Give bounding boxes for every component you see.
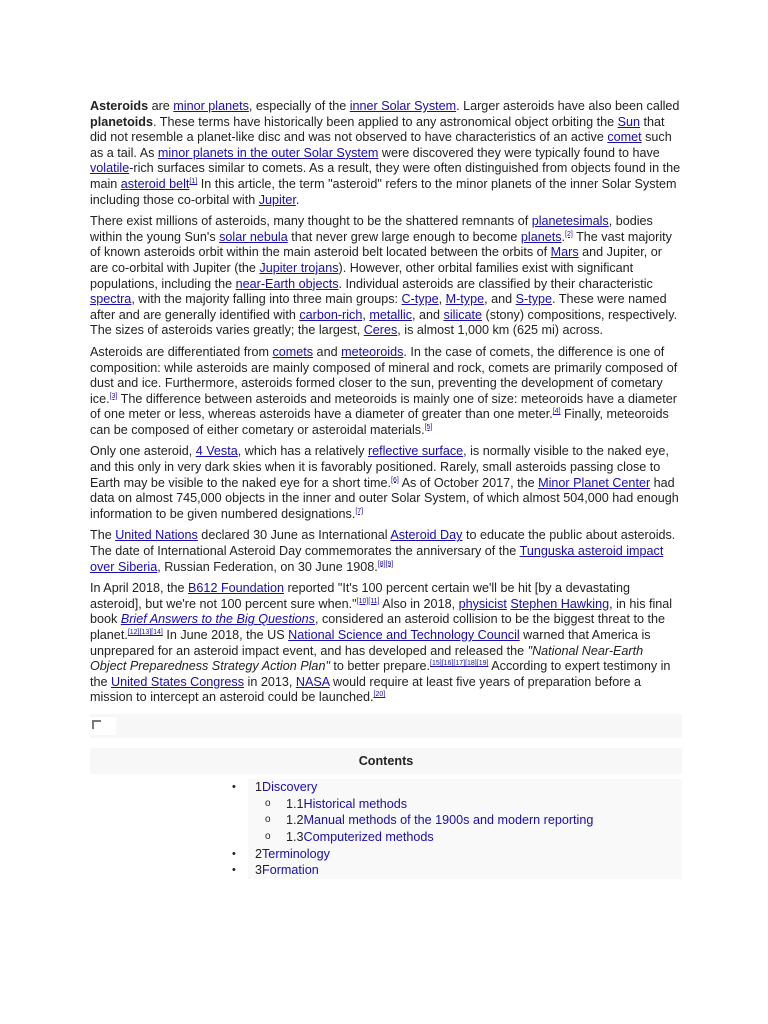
- text: and: [313, 344, 342, 359]
- paragraph-threat: [90, 581, 682, 706]
- citation-7[interactable]: [7]: [355, 507, 364, 515]
- link-tunguska[interactable]: Tunguska asteroid impact over Siberia: [90, 544, 664, 574]
- toc-item-number: 1.1: [286, 796, 304, 811]
- link-minor-planets[interactable]: minor planets: [173, 99, 249, 113]
- text: to better prepare.: [329, 659, 431, 674]
- text: , and: [412, 307, 444, 322]
- link-comet[interactable]: comet: [607, 130, 642, 145]
- bullet-icon: o: [265, 831, 271, 843]
- link-stephen-hawking[interactable]: Stephen Hawking: [510, 596, 610, 611]
- link-silicate[interactable]: silicate: [443, 307, 483, 322]
- toc-item-formation[interactable]: [90, 862, 682, 879]
- toc-item-label: [255, 862, 319, 879]
- link-asteroid-belt[interactable]: asteroid belt: [120, 176, 190, 191]
- text: (stony) compositions, respectively. The sizes of asteroids varies greatly; the largest,: [90, 307, 678, 338]
- toc-header: [90, 714, 682, 738]
- text: , bodies within the young Sun's: [90, 214, 653, 244]
- text: Finally, meteoroids can be composed of either cometary or asteroidal materials.: [90, 407, 669, 437]
- text: In this article, the term "asteroid" refers to the minor planets of the inner Solar System including those co-orbital with: [90, 176, 677, 207]
- text: , especially of the: [248, 99, 350, 113]
- link-jupiter[interactable]: Jupiter: [258, 192, 296, 207]
- toc-item-terminology[interactable]: [90, 846, 682, 863]
- citation-1[interactable]: [1]: [189, 177, 198, 185]
- citation-15-19[interactable]: [15][16][17][18][19]: [430, 660, 489, 667]
- text: reported "It's 100 percent certain we'll be hit [by a devastating asteroid], but we're not 100 percent sure when.": [90, 581, 630, 611]
- toc-link-historical-methods[interactable]: Historical methods: [303, 796, 408, 811]
- text: ,: [438, 292, 446, 307]
- text: . These terms have historically been applied to any astronomical object orbiting the: [152, 114, 618, 129]
- text: In April 2018, the: [90, 581, 189, 596]
- bullet-icon: •: [232, 780, 236, 793]
- toc-item-label: [255, 779, 317, 796]
- text: warned that America is unprepared for an asteroid impact event, and has developed and released the: [90, 628, 651, 658]
- text: According to expert testimony in the: [90, 659, 671, 689]
- link-physicist[interactable]: physicist: [458, 596, 507, 611]
- text: . In the case of comets, the difference is one of composition: while asteroids are mainly composed of mineral and rock, comets are primarily composed of dust and ice. Furthermore, asteroids formed closer to the sun, preventing the development of cometary ice.: [90, 344, 678, 406]
- citation-8-9[interactable]: [8][9]: [377, 560, 394, 568]
- text: in 2013,: [244, 674, 296, 689]
- text: would require at least five years of preparation before a mission to intercept an asteroid could be launched.: [90, 674, 641, 705]
- link-planets[interactable]: planets: [520, 229, 562, 244]
- link-ceres[interactable]: Ceres: [363, 323, 398, 338]
- text: declared 30 June as International: [197, 528, 391, 543]
- text: , considered an asteroid collision to be the biggest threat to the planet.: [90, 612, 666, 642]
- text: , is normally visible to the naked eye, and this only in very dark skies when it is favorably positioned. Rarely, small asteroids passing close to Earth may be visible to the naked eye for a short time.: [90, 444, 669, 490]
- link-nasa[interactable]: NASA: [295, 674, 330, 689]
- toc-item-label: [286, 812, 593, 829]
- text: , Russian Federation, on 30 June 1908.: [157, 559, 378, 574]
- link-nstc[interactable]: National Science and Technology Council: [288, 628, 520, 642]
- text: As of October 2017, the: [398, 475, 539, 490]
- text: to educate the public about asteroids. The date of International Asteroid Day commemorates the anniversary of the: [90, 528, 676, 559]
- citation-3[interactable]: [3]: [109, 392, 118, 400]
- link-mars[interactable]: Mars: [550, 245, 579, 260]
- bullet-icon: o: [265, 814, 271, 826]
- text: that never grew large enough to become: [287, 229, 521, 244]
- text: , and: [484, 292, 516, 307]
- link-m-type[interactable]: M-type: [445, 292, 485, 307]
- term-planetoids: planetoids: [90, 114, 153, 129]
- link-planetesimals[interactable]: planetesimals: [531, 214, 609, 229]
- link-4-vesta[interactable]: 4 Vesta: [195, 444, 238, 459]
- bullet-icon: •: [232, 864, 236, 877]
- citation-10-11[interactable]: [10][11]: [356, 597, 380, 605]
- text: There exist millions of asteroids, many thought to be the shattered remnants of: [90, 214, 532, 229]
- link-s-type[interactable]: S-type: [515, 292, 553, 307]
- paragraph-populations: [90, 214, 682, 339]
- link-b612-foundation[interactable]: B612 Foundation: [188, 581, 284, 596]
- toc-item-manual-methods[interactable]: [90, 812, 682, 829]
- text: . Individual asteroids are classified by their characteristic: [338, 276, 653, 291]
- citation-12-14[interactable]: [12][13][14]: [127, 628, 163, 636]
- text: were discovered they were typically found to have: [378, 145, 660, 160]
- paragraph-visibility: [90, 444, 682, 522]
- text: Asteroids are differentiated from: [90, 344, 273, 359]
- text: Also in 2018,: [379, 596, 459, 611]
- text: . These were named after and are generally identified with: [90, 292, 667, 322]
- link-solar-nebula[interactable]: solar nebula: [219, 229, 288, 244]
- text: .: [295, 192, 300, 207]
- text: and Jupiter, or are co-orbital with Jupiter (the: [90, 245, 662, 275]
- text: In June 2018, the US: [162, 628, 289, 642]
- toc-link-formation[interactable]: Formation: [262, 863, 319, 878]
- link-minor-planets-outer[interactable]: minor planets in the outer Solar System: [157, 145, 379, 160]
- toc-item-computerized-methods[interactable]: [90, 829, 682, 846]
- term-asteroids: Asteroids: [90, 99, 149, 113]
- toc-item-historical-methods[interactable]: [90, 796, 682, 813]
- toc-title: Contents: [90, 748, 682, 774]
- text: .: [561, 229, 566, 244]
- link-comets[interactable]: comets: [272, 344, 314, 359]
- citation-4[interactable]: [4]: [552, 408, 561, 416]
- link-near-earth-objects[interactable]: near-Earth objects: [235, 276, 339, 291]
- link-c-type[interactable]: C-type: [401, 292, 439, 307]
- text: , in his final book: [90, 596, 673, 627]
- link-metallic[interactable]: metallic: [369, 307, 413, 322]
- citation-6[interactable]: [6]: [391, 476, 399, 484]
- text: that did not resemble a planet-like disc and was not observed to have characteristics of an active: [90, 114, 665, 145]
- text: -rich surfaces similar to comets. As a result, they were often distinguished from objects found in the main: [90, 161, 681, 191]
- link-volatile[interactable]: volatile: [90, 161, 130, 176]
- citation-20[interactable]: [20]: [373, 691, 386, 699]
- article-body: [90, 99, 682, 879]
- text: Only one asteroid,: [90, 444, 196, 459]
- link-brief-answers-book[interactable]: Brief Answers to the Big Questions: [120, 612, 315, 627]
- paragraph-intro: [90, 99, 682, 208]
- toc-link-computerized-methods[interactable]: Computerized methods: [303, 830, 434, 845]
- paragraph-differentiation: [90, 345, 682, 439]
- text: had data on almost 745,000 objects in the inner and outer Solar System, of which almost 504,000 had enough information to be given numbered designations.: [90, 475, 679, 521]
- link-carbon-rich[interactable]: carbon-rich: [299, 307, 363, 322]
- checkbox-icon: [92, 720, 101, 729]
- link-spectra[interactable]: spectra: [90, 292, 132, 307]
- link-reflective-surface[interactable]: reflective surface: [367, 444, 464, 459]
- text: , is almost 1,000 km (625 mi) across.: [397, 323, 604, 338]
- link-us-congress[interactable]: United States Congress: [111, 674, 245, 689]
- text: ,: [362, 307, 370, 322]
- toc-item-number: 1.3: [286, 830, 304, 845]
- toc-link-discovery[interactable]: Discovery: [262, 779, 318, 794]
- toc-item-label: [255, 846, 330, 863]
- toc-item-number: 1: [255, 779, 263, 794]
- link-united-nations[interactable]: United Nations: [115, 528, 198, 543]
- toc-link-manual-methods[interactable]: Manual methods of the 1900s and modern reporting: [303, 813, 594, 828]
- toc-item-number: 1.2: [286, 813, 304, 828]
- text: , which has a relatively: [237, 444, 368, 459]
- link-asteroid-day[interactable]: Asteroid Day: [390, 528, 463, 543]
- link-sun[interactable]: Sun: [617, 114, 640, 129]
- paragraph-asteroid-day: [90, 528, 682, 575]
- text: such as a tail. As: [90, 130, 672, 160]
- toc-item-number: 3: [255, 863, 263, 878]
- text: The: [90, 528, 116, 543]
- toc-item-label: [286, 829, 434, 846]
- toc-item-discovery[interactable]: [90, 779, 682, 796]
- toc-item-label: [286, 796, 407, 813]
- bullet-icon: o: [265, 797, 271, 809]
- citation-5[interactable]: [5]: [424, 423, 433, 431]
- link-meteoroids[interactable]: meteoroids: [341, 344, 404, 359]
- text: , with the majority falling into three main groups:: [131, 292, 402, 307]
- text: The vast majority of known asteroids orbit within the main asteroid belt located between the orbits of: [90, 229, 672, 260]
- toc-toggle-icon[interactable]: [90, 717, 116, 735]
- link-jupiter-trojans[interactable]: Jupiter trojans: [259, 260, 339, 275]
- text: are: [148, 99, 174, 113]
- link-inner-solar-system[interactable]: inner Solar System: [349, 99, 457, 113]
- text: . Larger asteroids have also been called: [456, 99, 680, 113]
- toc-list: [90, 779, 682, 879]
- link-minor-planet-center[interactable]: Minor Planet Center: [538, 475, 651, 490]
- bullet-icon: •: [232, 847, 236, 860]
- toc-link-terminology[interactable]: Terminology: [262, 846, 330, 861]
- text: The difference between asteroids and meteoroids is mainly one of size: meteoroids have a diameter of one meter or less, whereas asteroids have a diameter of greater than one meter.: [90, 391, 677, 422]
- text: ). However, other orbital families exist with significant populations, including the: [90, 260, 634, 291]
- toc-item-number: 2: [255, 846, 263, 861]
- plan-title: "National Near-Earth Object Preparedness Strategy Action Plan": [90, 643, 644, 674]
- citation-2[interactable]: [2]: [565, 230, 573, 238]
